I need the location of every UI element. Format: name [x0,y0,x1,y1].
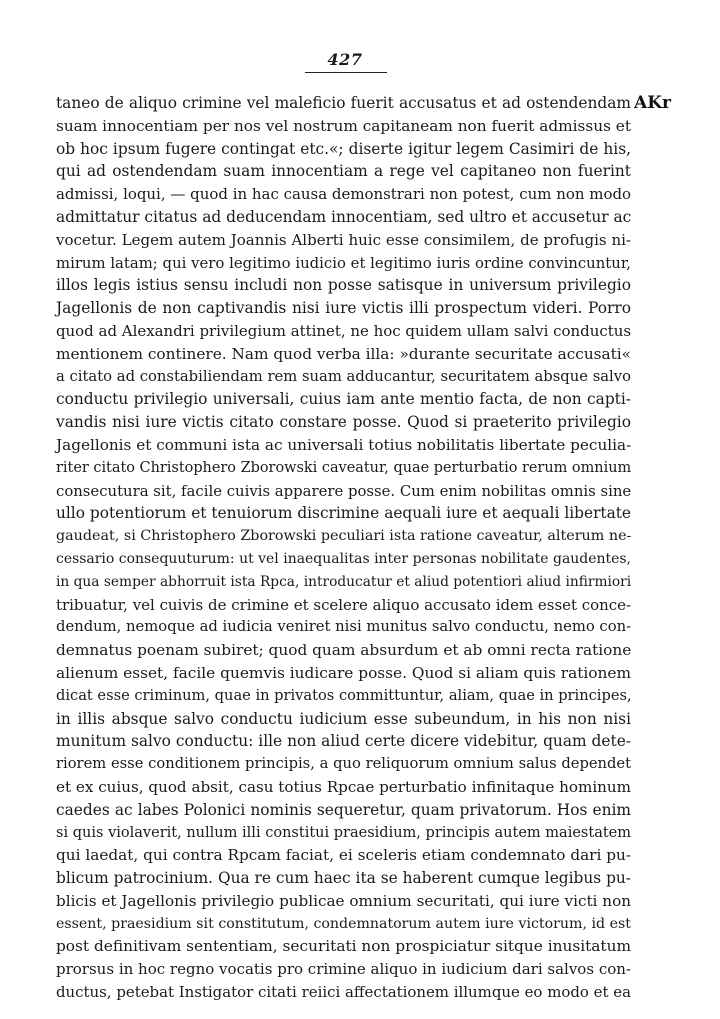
text-line: blicis et Jagellonis privilegio publicae omnium securitati, qui iure victi non [56,891,631,910]
text-line: dicat esse criminum, quae in privatos committuntur, aliam, quae in principes, [56,686,632,704]
text-line: et ex cuius, quod absit, casu totius Rpcae perturbatio infinitaque hominum [56,777,631,796]
text-line: Jagellonis et communi ista ac universali totius nobilitatis libertate peculia- [56,435,632,454]
text-line: post definitivam sententiam, securitati non prospiciatur sitque inusitatum [56,937,631,956]
text-line: admittatur citatus ad deducendam innocentiam, sed ultro et accusetur ac [56,207,632,226]
text-line: qui ad ostendendam suam innocentiam a rege vel capitaneo non fuerint [56,162,631,181]
text-line: a citato ad constabiliendam rem suam adducantur, securitatem absque salvo [56,367,631,385]
text-line: illos legis istius sensu includi non posse satisque in universum privilegio [56,276,631,295]
text-line: vocetur. Legem autem Joannis Alberti huic esse consimilem, de profugis ni- [56,230,631,249]
text-line: riter citato Christophero Zborowski caveatur, quae perturbatio rerum omnium [56,459,632,476]
text-line: munitum salvo conductu: ille non aliud certe dicere videbitur, quam dete- [56,732,631,751]
text-line: ullo potentiorum et tenuiorum discrimine aequali iure et aequali libertate [56,504,631,523]
text-line: qui laedat, qui contra Rpcam faciat, ei sceleris etiam condemnato dari pu- [56,846,631,865]
text-line: conductu privilegio universali, cuius iam ante mentio facta, de non capti- [56,390,631,409]
text-line: mirum latam; qui vero legitimo iudicio et legitimo iuris ordine convincuntur, [56,253,631,272]
text-line: suam innocentiam per nos vel nostrum capitaneam non fuerit admissus et [56,116,631,135]
text-line: demnatus poenam subiret; quod quam absurdum et ab omni recta ratione [56,641,632,660]
text-line: dendum, nemoque ad iudicia veniret nisi munitus salvo conductu, nemo con- [56,618,632,636]
body-text [56,92,631,1004]
text-line: cessario consequuturum: ut vel inaequalitas inter personas nobilitate gaudentes, [56,550,631,567]
text-line: caedes ac labes Polonici nominis sequeretur, quam privatorum. Hos enim [56,800,631,819]
text-line: in illis absque salvo conductu iudicium esse subeundum, in his non nisi [56,709,631,728]
text-line: mentionem continere. Nam quod verba illa: »durante securitate accusati« [56,344,631,363]
text-line: admissi, loqui, — quod in hac causa demonstrari non potest, cum non modo [56,185,631,204]
text-line: ob hoc ipsum fugere contingat etc.«; diserte igitur legem Casimiri de his, [56,139,631,158]
text-line: Jagellonis de non captivandis nisi iure victis illi prospectum videri. Porro [56,299,631,318]
text-line: taneo de aliquo crimine vel maleficio fuerit accusatus et ad ostendendam [56,94,631,112]
text-line: prorsus in hoc regno vocatis pro crimine aliquo in iudicium dari salvos con- [56,960,631,979]
text-line: vandis nisi iure victis citato constare posse. Quod si praeterito privilegio [56,413,631,432]
text-line: tribuatur, vel cuivis de crimine et scelere aliquo accusato idem esset conce- [56,595,631,614]
text-line: essent, praesidium sit constitutum, condemnatorum autem iure victorum, id est [56,915,631,932]
margin-note: AKr [634,93,671,113]
text-line: quod ad Alexandri privilegium attinet, ne hoc quidem ullam salvi conductus [56,321,631,340]
text-line: in qua semper abhorruit ista Rpca, introducatur et aliud potentiori aliud infirmiori [56,573,632,590]
text-line: alienum esset, facile quemvis iudicare posse. Quod si aliam quis rationem [56,663,631,682]
text-line: gaudeat, si Christophero Zborowski peculiari ista ratione caveatur, alterum ne- [56,528,632,545]
text-line: blicum patrocinium. Qua re cum haec ita se haberent cumque legibus pu- [56,869,631,888]
page-number: 427 [327,50,363,69]
text-line: consecutura sit, facile cuivis apparere posse. Cum enim nobilitas omnis sine [56,481,632,500]
text-line: riorem esse conditionem principis, a quo reliquorum omnium salus dependet [56,755,631,773]
text-line: ductus, petebat Instigator citati reiici affectationem illumque eo modo et ea [56,983,631,1002]
text-line: si quis violaverit, nullum illi constitui praesidium, principis autem maiestatem [56,824,631,841]
header-rule [305,72,387,73]
